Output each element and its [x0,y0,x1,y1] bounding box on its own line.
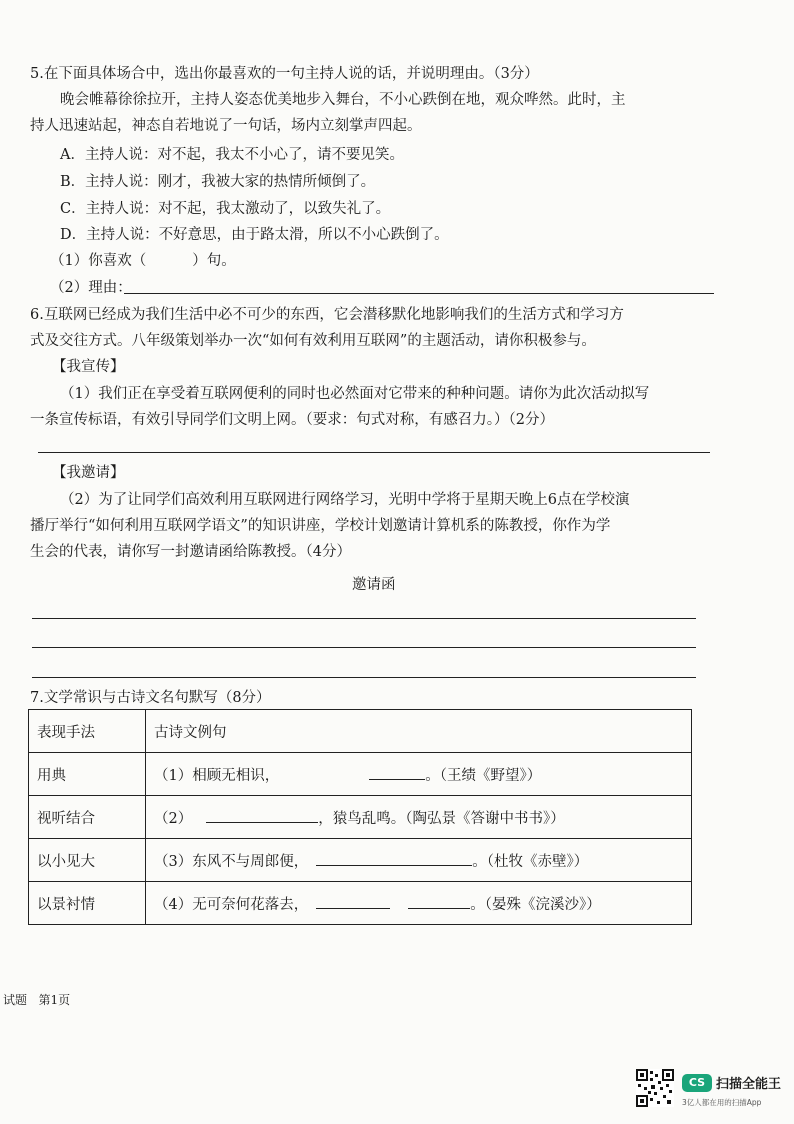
scanner-logo-badge: CS [682,1074,712,1092]
header-example: 古诗文例句 [146,710,692,753]
q5-sub2-label: （2）理由： [50,280,132,296]
page-footer [3,991,70,1008]
scanner-brand-tagline: 3亿人都在用的扫描App [682,1098,762,1107]
fill-blank-first-half[interactable] [316,894,390,909]
q5-paragraph-line-1: 晚会帷幕徐徐拉开，主持人姿态优美地步入舞台，不小心跌倒在地，观众哗然。此时，主 [60,92,626,108]
example-cell [146,753,692,796]
q6-sub1-line-2: 一条宣传标语，有效引导同学们文明上网。（要求：句式对称，有感召力。）（2分） [30,412,554,428]
q5-option-d: D．主持人说：不好意思，由于路太滑，所以不小心跌倒了。 [60,227,449,243]
q6-sub1-line-1: （1）我们正在享受着互联网便利的同时也必然面对它带来的种种问题。请你为此次活动拟写 [60,386,650,402]
q6-sub2-line-3: 生会的代表，请你写一封邀请函给陈教授。（4分） [30,544,351,560]
technique-cell: 以小见大 [29,839,146,882]
example-source: 。（晏殊《浣溪沙》） [470,896,601,913]
table-row [29,753,692,796]
scanner-brand-name: 扫描全能王 [716,1077,782,1092]
example-prefix: （2） [154,810,193,827]
footer-label: 试题 [3,993,28,1007]
header-technique: 表现手法 [29,710,146,753]
q5-option-c: C．主持人说：对不起，我太激动了，以致失礼了。 [60,201,391,217]
example-source: ，猿鸟乱鸣。（陶弘景《答谢中书书》） [318,810,565,827]
q5-reason-answer-line[interactable] [124,293,714,294]
q6-section-invite: 【我邀请】 [52,465,125,481]
technique-cell: 以景衬情 [29,882,146,925]
example-prefix: （3）东风不与周郎便， [154,853,309,870]
invitation-answer-line-2[interactable] [32,647,696,648]
example-prefix: （1）相顾无相识， [154,767,280,784]
table-row [29,882,692,925]
example-cell [146,839,692,882]
technique-cell: 用典 [29,753,146,796]
fill-blank[interactable] [316,851,472,866]
q6-sub2-line-1: （2）为了让同学们高效利用互联网进行网络学习，光明中学将于星期天晚上6点在学校演 [60,492,630,508]
table-header-row [29,710,692,753]
poetry-table [28,709,692,925]
invitation-answer-line-3[interactable] [32,677,696,678]
example-source: 。（王绩《野望》） [425,767,542,784]
q6-title-line-1: 6.互联网已经成为我们生活中必不可少的东西，它会潜移默化地影响我们的生活方式和学习方 [30,307,624,323]
q5-sub1 [50,251,236,271]
table-row [29,839,692,882]
qr-code-icon [636,1069,674,1107]
q5-sub1-prefix: （1）你喜欢（ [50,253,147,269]
example-prefix: （4）无可奈何花落去， [154,896,309,913]
invitation-letter-title: 邀请函 [352,577,396,593]
fill-blank[interactable] [369,765,425,780]
fill-blank[interactable] [206,808,318,823]
fill-blank-second-half[interactable] [408,894,470,909]
page-number: 第1页 [38,993,71,1007]
q6-section-publicity: 【我宣传】 [52,359,125,375]
invitation-answer-line-1[interactable] [32,618,696,619]
q6-sub2-line-2: 播厅举行“如何利用互联网学语文”的知识讲座，学校计划邀请计算机系的陈教授，你作为学 [30,518,611,534]
q7-title: 7.文学常识与古诗文名句默写（8分） [30,690,271,706]
q5-option-a: A．主持人说：对不起，我太不小心了，请不要见笑。 [60,147,404,163]
q5-option-b: B．主持人说：刚才，我被大家的热情所倾倒了。 [60,174,376,190]
example-cell [146,796,692,839]
q5-sub1-suffix: ）句。 [192,253,236,269]
example-source: 。（杜牧《赤壁》） [472,853,589,870]
example-cell [146,882,692,925]
q6-slogan-answer-line[interactable] [38,452,710,453]
technique-cell: 视听结合 [29,796,146,839]
q6-title-line-2: 式及交往方式。八年级策划举办一次“如何有效利用互联网”的主题活动，请你积极参与。 [30,333,596,349]
q5-title: 5.在下面具体场合中，选出你最喜欢的一句主持人说的话，并说明理由。（3分） [30,66,539,82]
table-row [29,796,692,839]
q5-paragraph-line-2: 持人迅速站起，神态自若地说了一句话，场内立刻掌声四起。 [30,118,422,134]
